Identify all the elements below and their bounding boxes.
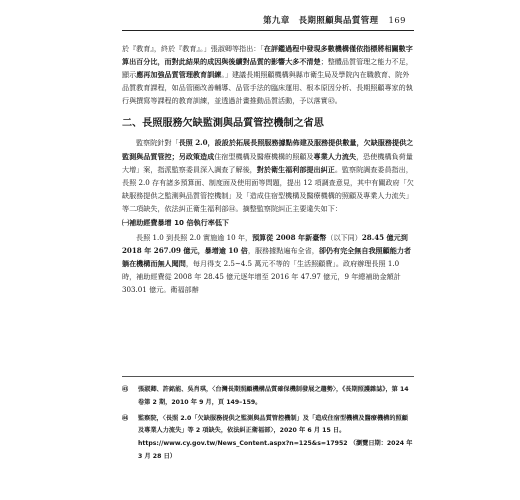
p2-bold-correction: 對於衛生福利部提出糾正 [256,164,335,174]
p2-text-g: 。監察院調查委員指出，長照 2.0 存有諸多預算面、制度面及使用面等問題，提出 12 項調查意見，其中有關政府「欠缺服務提供之監測與品質管控機制」及「造成住宿型機構及醫療機構的照顧及專業人力流失」等二項缺失，依法糾正衛生福利部㊹。摘整監察院糾正主要違失如下： [122,164,414,213]
chapter-title: 第九章 長期照顧與品質管理 [263,15,379,25]
paragraph-1 [122,42,414,107]
p3-text-g: ，每月得支 2.5~4.5 萬元不等的「生活照顧費」。政府辦理長照 1.0 時，補助經費從 2008 年 28.45 億元逐年增至 2016 年 47.97 億元，9 年總補助金額計 303.01 億元。衛福部辦 [122,259,401,295]
header-rule [122,30,414,31]
paragraph-3 [122,231,414,296]
footnote-marker: ㊹ [122,414,129,422]
p2-text-c: 住宿型機構及醫療機構的照顧及 [214,151,314,161]
p3-bold-neglect: 卻仍有完全無自我照顧能力者躺在機構而無人聞問 [122,246,412,269]
section-heading: 二、長照服務欠缺監測與品質管控機制之省思 [122,118,324,130]
p2-text-a: 監察院針對「 [136,138,179,148]
footnotes [122,384,414,467]
footnote-44 [122,413,414,464]
page-number: 169 [388,15,406,25]
footnote-marker: ㊸ [122,386,129,393]
p1-bold-training: 應再加強品質管理教育訓練 [136,70,222,80]
p2-bold-case: 長照 2.0，設設於拓展長照服務據點佈建及服務提供數量，欠缺服務提供之監測與品質管控；另政策造成 [122,138,414,161]
footnote-text: 監察院，〈長照 2.0「欠缺服務提供之監測與品質管控機制」及「造成住宿型機構及醫療機構的照顧及專業人力流失」等 2 項缺失，依法糾正衛福部〉，2020 年 6 月 15 日。https://www.cy.gov.tw/News_Content.aspx?n=125&s=17952 （瀏覽日期：2024 年 3 月 28 日） [138,414,413,460]
footnote-43 [122,384,414,410]
running-header [263,14,406,26]
p3-text-e: ，服務據點遍布全省， [247,246,319,256]
p2-bold-staff: 專業人力流失 [313,151,357,161]
p1-text-a: 於『教育』，終於『教育』。」張淑卿等指出：「 [122,44,264,53]
p1-text-c: ；整體品質管理之能力不足，顯示 [122,57,413,80]
p3-text-c: （以下同） [326,233,362,243]
p1-text-e: 。」建議長期照顧機構與縣市衛生局及學院內在職教育、院外品質教育課程，如品管圈改善輔導、品管手法的臨床運用、根本原因分析、長期照顧專家的執行與撰寫等課程的教育訓練，並透過計畫推動品質活動，予以落實㊸。 [122,70,413,106]
paragraph-2 [122,136,414,215]
sub-heading: ㈠補助經費暴增 10 倍執行率低下 [122,218,230,228]
footnote-text: 張淑卿、許銘能、吳肖琪，〈台灣長期照顧機構品質確保機制發展之趨勢〉，《長期照護雜誌》，第 14 卷第 2 期，2010 年 9 月，頁 149–159。 [138,386,409,406]
p3-text-a: 長照 1.0 到長照 2.0 實施逾 10 年， [136,233,253,243]
p1-bold-finding: 在評鑑過程中發現多數機構僅依指標將相關數字算出百分比，而對此結果的成因與後續對品質的影響大多不清楚 [122,44,413,67]
body-text [122,42,414,297]
footnote-rule [122,376,414,377]
p2-text-e: ，恐使機構負荷量大增」案，指派監察委員深入調查了解後， [122,151,413,174]
p3-bold-increase: 28.45 億元到 2018 年 267.09 億元，暴增逾 10 倍 [122,233,408,256]
p3-bold-budget: 預算從 2008 年新臺幣 [252,233,327,243]
